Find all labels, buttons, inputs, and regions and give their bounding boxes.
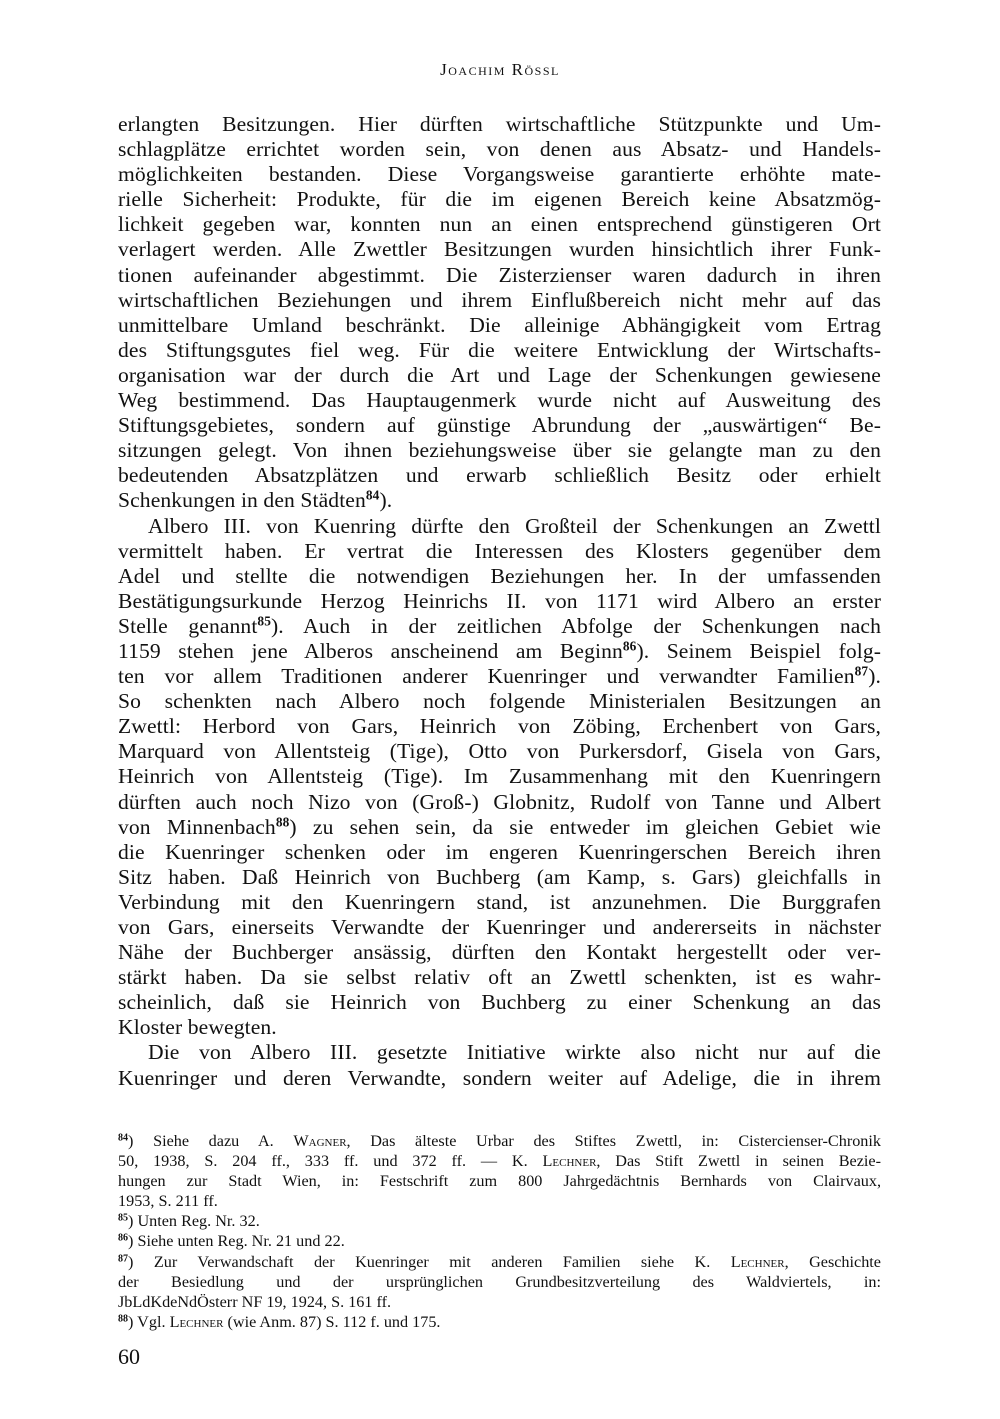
body-line-text: rielle Sicherheit: Produkte, für die im eigenen Bereich keine Absatzmög- (118, 187, 881, 212)
footnotes-line-text: ) Vgl. (128, 1312, 170, 1331)
body-line-text: wirtschaftlichen Beziehungen und ihrem Einflußbereich nicht mehr auf das (118, 287, 881, 312)
body-line (118, 815, 881, 840)
footnotes-line (118, 1151, 881, 1171)
body-line (118, 488, 881, 513)
author-name: Lechner (542, 1152, 597, 1171)
body-line-text: Schenkungen in den Städten (118, 488, 366, 513)
body-line (118, 639, 881, 664)
body-line (118, 1015, 881, 1040)
body-line-text: Stiftungsgebietes, sondern auf günstige Abrundung der „auswärtigen“ Be- (118, 413, 881, 438)
body-line-text: vermittelt haben. Er vertrat die Interessen des Klosters gegenüber dem (118, 538, 881, 563)
page-number: 60 (118, 1344, 140, 1369)
body-line (118, 137, 881, 162)
footnotes-line (118, 1191, 881, 1211)
body-line (118, 263, 881, 288)
body-line-text: sitzungen gelegt. Von ihnen beziehungsweise über sie gelangte man zu den (118, 438, 881, 463)
body-line (118, 890, 881, 915)
body-line-text: So schenkten nach Albero noch folgende Ministerialen Besitzungen an (118, 689, 881, 714)
body-line (118, 689, 881, 714)
body-line-tail: ). Auch in der zeitlichen Abfolge der Schenkungen nach (271, 613, 881, 638)
body-line (118, 764, 881, 789)
body-line (118, 413, 881, 438)
body-line (118, 714, 881, 739)
body-line (118, 338, 881, 363)
body-line-text: schlagplätze errichtet worden sein, von denen aus Absatz- und Handels- (118, 137, 881, 162)
footnotes-line-text: ) Siehe unten Reg. Nr. 21 und 22. (128, 1232, 345, 1251)
footnote-reference: 88 (275, 814, 290, 830)
footnotes-line-text: ) Unten Reg. Nr. 32. (128, 1212, 260, 1231)
body-line (118, 865, 881, 890)
body-line (118, 564, 881, 589)
body-line (118, 790, 881, 815)
body-line (118, 664, 881, 689)
body-line-text: von Gars, einerseits Verwandte der Kuenringer und andererseits in nächster (118, 915, 881, 939)
body-line-text: des Stiftungsgutes fiel weg. Für die weitere Entwicklung der Wirtschafts- (118, 337, 881, 362)
author-name: Lechner (169, 1312, 224, 1331)
body-line-text: erlangten Besitzungen. Hier dürften wirtschaftliche Stützpunkte und Um- (118, 112, 881, 136)
body-line (118, 614, 881, 639)
footnote-reference: 87 (854, 663, 869, 679)
body-line-text: Marquard von Allentsteig (Tige), Otto von Purkersdorf, Gisela von Gars, (118, 739, 881, 764)
body-line-text: Adel und stellte die notwendigen Beziehungen her. In der umfassenden (118, 563, 881, 588)
body-line (118, 589, 881, 614)
footnote-marker: 85 (118, 1212, 129, 1224)
footnotes-line (118, 1211, 881, 1231)
footnotes-line (118, 1292, 881, 1312)
footnotes-line (118, 1171, 881, 1191)
body-line-tail: ). (379, 488, 393, 513)
body-line (118, 388, 881, 413)
body-line-text: scheinlich, daß sie Heinrich von Buchberg zu einer Schenkung an das (118, 990, 881, 1015)
footnote-marker: 87 (118, 1253, 129, 1265)
body-line (118, 514, 881, 539)
footnotes-line-text: ) Siehe dazu A. (128, 1132, 294, 1150)
body-line (118, 990, 881, 1015)
body-line-text: 1159 stehen jene Alberos anscheinend am Beginn (118, 638, 623, 663)
body-line (118, 162, 881, 187)
body-line (118, 288, 881, 313)
body-line (118, 112, 881, 137)
body-line (118, 1066, 881, 1091)
body-line (118, 212, 881, 237)
footnotes-line-text: 50, 1938, S. 204 ff., 333 ff. und 372 ff. — K. (118, 1152, 543, 1171)
body-line-tail: ). (868, 664, 881, 689)
body-line (118, 739, 881, 764)
body-line (118, 915, 881, 940)
footnote-marker: 86 (118, 1232, 129, 1244)
body-line-text: Kloster bewegten. (118, 1015, 277, 1040)
body-line-text: organisation war der durch die Art und Lage der Schenkungen gewiesene (118, 362, 881, 387)
body-line-text: Bestätigungsurkunde Herzog Heinrichs II. von 1171 wird Albero an erster (118, 588, 881, 613)
main-text (118, 112, 881, 1091)
footnotes-line (118, 1272, 881, 1292)
footnotes-line-tail: , Das älteste Urbar des Stiftes Zwettl, in: Cistercienser-Chronik (346, 1132, 881, 1150)
footnotes-line (118, 1231, 881, 1251)
footnote-reference: 86 (622, 638, 637, 654)
footnotes-line-text: ) Zur Verwandschaft der Kuenringer mit anderen Familien siehe K. (128, 1252, 731, 1271)
footnotes-line-text: JbLdKdeNdÖsterr NF 19, 1924, S. 161 ff. (118, 1292, 392, 1311)
footnotes-line (118, 1252, 881, 1272)
footnotes (118, 1131, 881, 1332)
body-line-text: unmittelbare Umland beschränkt. Die alleinige Abhängigkeit vom Ertrag (118, 312, 881, 337)
body-line-text: Die von Albero III. gesetzte Initiative wirkte also nicht nur auf die (148, 1040, 881, 1065)
body-line (118, 539, 881, 564)
body-line (118, 187, 881, 212)
footnotes-line (118, 1312, 881, 1332)
body-line (118, 438, 881, 463)
body-line-tail: ). Seinem Beispiel folg- (636, 638, 882, 663)
footnotes-line (118, 1131, 881, 1151)
body-line (118, 840, 881, 865)
footnote-marker: 84 (118, 1132, 129, 1144)
footnotes-line-text: hungen zur Stadt Wien, in: Festschrift zum 800 Jahrgedächtnis Bernhards von Clairvaux, (118, 1172, 881, 1191)
footnotes-line-tail: , Das Stift Zwettl in seinen Bezie- (596, 1152, 881, 1171)
footnote-reference: 85 (257, 613, 271, 629)
body-line-text: Verbindung mit den Kuenringern stand, ist anzunehmen. Die Burggrafen (118, 889, 881, 914)
body-line-text: die Kuenringer schenken oder im engeren Kuenringerschen Bereich ihren (118, 839, 881, 864)
body-line-text: Albero III. von Kuenring dürfte den Großteil der Schenkungen an Zwettl (148, 513, 881, 538)
body-line-text: Heinrich von Allentsteig (Tige). Im Zusammenhang mit den Kuenringern (118, 764, 881, 789)
footnotes-line-tail: (wie Anm. 87) S. 112 f. und 175. (223, 1312, 441, 1331)
body-line-text: Stelle genannt (118, 613, 258, 638)
body-line-text: Weg bestimmend. Das Hauptaugenmerk wurde nicht auf Ausweitung des (118, 388, 881, 413)
body-line (118, 965, 881, 990)
body-line-tail: ) zu sehen sein, da sie entweder im gleichen Gebiet wie (289, 814, 881, 839)
author-name: Lechner (730, 1252, 785, 1271)
body-line (118, 463, 881, 488)
body-line-text: Zwettl: Herbord von Gars, Heinrich von Zöbing, Erchenbert von Gars, (118, 714, 881, 739)
body-line-text: ten vor allem Traditionen anderer Kuenringer und verwandter Familien (118, 664, 855, 689)
body-line (118, 1040, 881, 1065)
body-line-text: verlagert werden. Alle Zwettler Besitzungen wurden hinsichtlich ihrer Funk- (118, 237, 881, 262)
body-line-text: von Minnenbach (118, 814, 276, 839)
body-line-text: stärkt haben. Da sie selbst relativ oft an Zwettl schenkten, ist es wahr- (118, 965, 881, 990)
body-line-text: Sitz haben. Daß Heinrich von Buchberg (am Kamp, s. Gars) gleichfalls in (118, 864, 881, 889)
body-line (118, 363, 881, 388)
body-line (118, 940, 881, 965)
body-line-text: Nähe der Buchberger ansässig, dürften den Kontakt hergestellt oder ver- (118, 940, 881, 965)
body-line-text: tionen aufeinander abgestimmt. Die Zisterzienser waren dadurch in ihren (118, 262, 881, 287)
footnote-marker: 88 (118, 1313, 129, 1325)
body-line-text: dürften auch noch Nizo von (Groß-) Globnitz, Rudolf von Tanne und Albert (118, 789, 881, 814)
body-line (118, 237, 881, 262)
footnotes-line-text: der Besiedlung und der ursprünglichen Grundbesitzverteilung des Waldviertels, in: (118, 1272, 881, 1291)
body-line-text: Kuenringer und deren Verwandte, sondern weiter auf Adelige, die in ihrem (118, 1065, 881, 1090)
author-name: Wagner (293, 1132, 347, 1150)
footnotes-line-text: 1953, S. 211 ff. (118, 1192, 218, 1211)
footnotes-line-tail: , Geschichte (784, 1252, 881, 1271)
body-line-text: lichkeit gegeben war, konnten nun an einen entsprechend günstigeren Ort (118, 212, 881, 237)
body-line-text: bedeutenden Absatzplätzen und erwarb schließlich Besitz oder erhielt (118, 463, 881, 488)
running-head: Joachim Rössl (440, 60, 560, 79)
body-line (118, 313, 881, 338)
footnote-reference: 84 (365, 488, 380, 504)
body-line-text: möglichkeiten bestanden. Diese Vorgangsweise garantierte erhöhte mate- (118, 162, 881, 187)
